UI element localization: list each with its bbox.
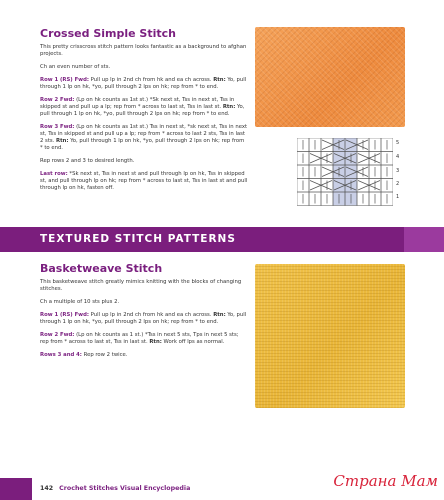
row-1-instruction	[40, 312, 248, 326]
basketweave-stitch-swatch-photo	[255, 264, 405, 408]
rtn-text: Yo, pull through 1 lp on hk, *yo, pull through 2 lps on hk; rep from * to end.	[40, 104, 245, 117]
section-basketweave-stitch	[40, 262, 248, 365]
row-text: Pull up lp in 2nd ch from hk and ea ch across.	[89, 77, 214, 83]
section-banner	[0, 227, 444, 252]
row-label: Row 2 Fwd:	[40, 332, 75, 338]
footer-accent-bar	[0, 478, 32, 500]
chart-row-number: 5	[396, 140, 400, 146]
row-3-instruction	[40, 124, 248, 152]
rtn-text: Yo, pull through 1 lp on hk, *yo, pull through 2 lps on hk; rep from * to end.	[40, 312, 247, 325]
book-title: Crochet Stitches Visual Encyclopedia	[59, 485, 191, 492]
row-label: Row 1 (RS) Fwd:	[40, 77, 89, 83]
row-text: Rep row 2 twice.	[81, 352, 128, 358]
row-label: Last row:	[40, 171, 68, 177]
rtn-text: Yo, pull through 1 lp on hk, *yo, pull through 2 lps on hk; rep from * to end.	[40, 138, 245, 151]
repeat-instruction: Rep rows 2 and 3 to desired length.	[40, 158, 135, 164]
chart-row-number: 4	[396, 154, 400, 160]
section-crossed-simple-stitch	[40, 27, 248, 198]
rtn-label: Rtn:	[213, 312, 226, 318]
row-label: Rows 3 and 4:	[40, 352, 82, 358]
row-text: (Lp on hk counts as 1st st.) *Sk next st, Tss in next st, Tss in skipped st and pull up a lp; rep from * across to last st, Tss in last st.	[40, 97, 235, 110]
section-title: Basketweave Stitch	[40, 262, 163, 275]
banner-title: TEXTURED STITCH PATTERNS	[40, 233, 236, 245]
watermark-logo: Страна Мам	[333, 472, 438, 490]
rtn-label: Rtn:	[56, 138, 69, 144]
rtn-label: Rtn:	[149, 339, 162, 345]
page-footer	[40, 485, 190, 492]
banner-accent	[404, 227, 444, 252]
chain-instruction: Ch an even number of sts.	[40, 64, 111, 70]
row-label: Row 1 (RS) Fwd:	[40, 312, 89, 318]
chart-row-number: 1	[396, 194, 400, 200]
stitch-chart	[297, 138, 393, 208]
page-number: 142	[40, 485, 54, 492]
row-text: (Lp on hk counts as 1 st.) *Tss in next 5 sts, Tps in next 5 sts; rep from * across to last st, Tss in last st.	[40, 332, 239, 345]
rows-3-4-instruction	[40, 352, 248, 359]
rtn-label: Rtn:	[213, 77, 226, 83]
row-1-instruction	[40, 77, 248, 91]
rtn-text: Yo, pull through 1 lp on hk, *yo, pull through 2 lps on hk; rep from * to end.	[40, 77, 247, 90]
row-2-instruction	[40, 97, 248, 118]
row-text: (Lp on hk counts as 1st st.) Tss in next st, *sk next st, Tss in next st, Tss in skipped st and pull up a lp; rep from * across to last 2 sts, Tss in last 2 sts.	[40, 124, 248, 144]
chain-instruction: Ch a multiple of 10 sts plus 2.	[40, 299, 120, 305]
intro-text: This pretty crisscross stitch pattern looks fantastic as a background to afghan projects.	[40, 44, 247, 57]
row-text: Pull up lp in 2nd ch from hk and ea ch across.	[89, 312, 214, 318]
intro-text: This basketweave stitch greatly mimics knitting with the blocks of changing stitches.	[40, 279, 242, 292]
row-text: *Sk next st, Tss in next st and pull through lp on hk, Tss in skipped st, and pull through lp on hk; rep from * across to last st, Tss in last st and pull through lp on hk, fasten off.	[40, 171, 248, 191]
chart-row-number: 2	[396, 181, 400, 187]
section-title: Crossed Simple Stitch	[40, 27, 176, 40]
row-2-instruction	[40, 332, 248, 346]
rtn-label: Rtn:	[222, 104, 236, 110]
row-label: Row 3 Fwd:	[40, 124, 75, 130]
chart-row-number: 3	[396, 168, 400, 174]
crossed-simple-stitch-swatch-photo	[255, 27, 405, 127]
row-label: Row 2 Fwd:	[40, 97, 75, 103]
rtn-text: Work off lps as normal.	[161, 339, 225, 345]
last-row-instruction	[40, 171, 248, 192]
